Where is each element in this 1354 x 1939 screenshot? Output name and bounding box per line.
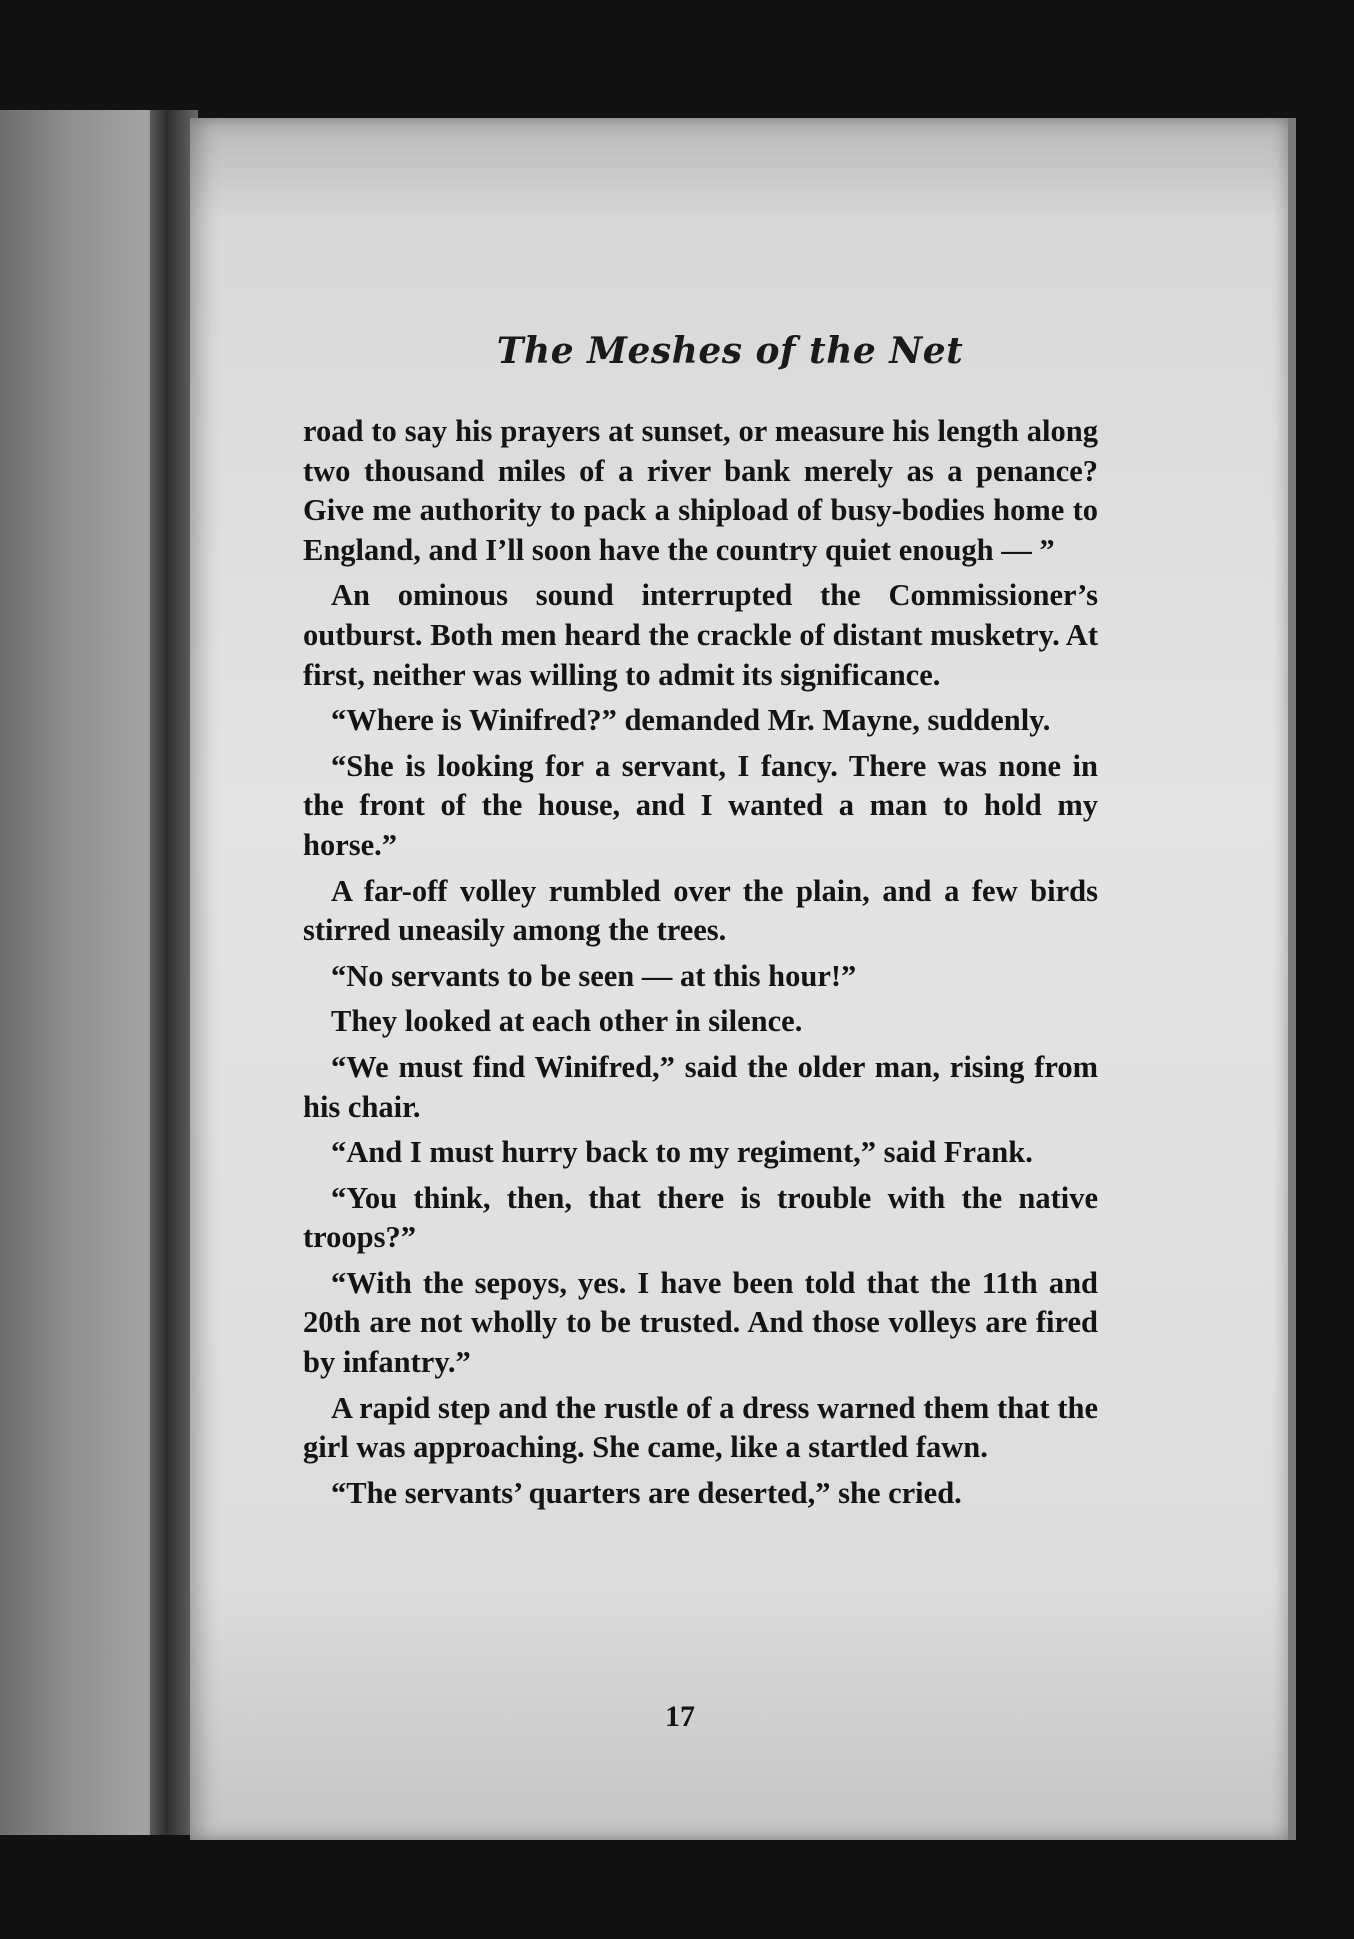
running-head: The Meshes of the Net	[496, 330, 964, 372]
paragraph: “You think, then, that there is trouble with the native troops?”	[303, 1180, 1098, 1255]
paragraph: “The servants’ quarters are deserted,” she cried.	[331, 1475, 962, 1510]
paragraph: An ominous sound interrupted the Commissioner’s outburst. Both men heard the crackle of distant musketry. At first, neither was willing to admit its significance.	[303, 578, 1098, 692]
page-number: 17	[665, 1700, 695, 1733]
paragraph: “She is looking for a servant, I fancy. There was none in the front of the house, and I wanted a man to hold my horse.”	[303, 748, 1098, 862]
paragraph: “Where is Winifred?” demanded Mr. Mayne, suddenly.	[331, 703, 1051, 738]
paragraph: A far-off volley rumbled over the plain, and a few birds stirred uneasily among the trees.	[303, 873, 1098, 948]
paragraph: road to say his prayers at sunset, or measure his length along two thousand miles of a river bank merely as a penance? Give me authority to pack a shipload of busy-bodies home to England, and I’ll soon have the country quiet enough — ”	[303, 414, 1098, 567]
paragraph: “No servants to be seen — at this hour!”	[331, 958, 857, 993]
paragraph: “We must find Winifred,” said the older man, rising from his chair.	[303, 1049, 1098, 1124]
body-text	[303, 412, 1098, 1519]
paragraph: “With the sepoys, yes. I have been told that the 11th and 20th are not wholly to be trusted. And those volleys are fired by infantry.”	[303, 1265, 1098, 1380]
paragraph: A rapid step and the rustle of a dress warned them that the girl was approaching. She came, like a startled fawn.	[303, 1390, 1098, 1465]
paragraph: “And I must hurry back to my regiment,” said Frank.	[331, 1135, 1033, 1170]
page-right-edge	[1288, 118, 1296, 1840]
paragraph: They looked at each other in silence.	[331, 1004, 803, 1039]
